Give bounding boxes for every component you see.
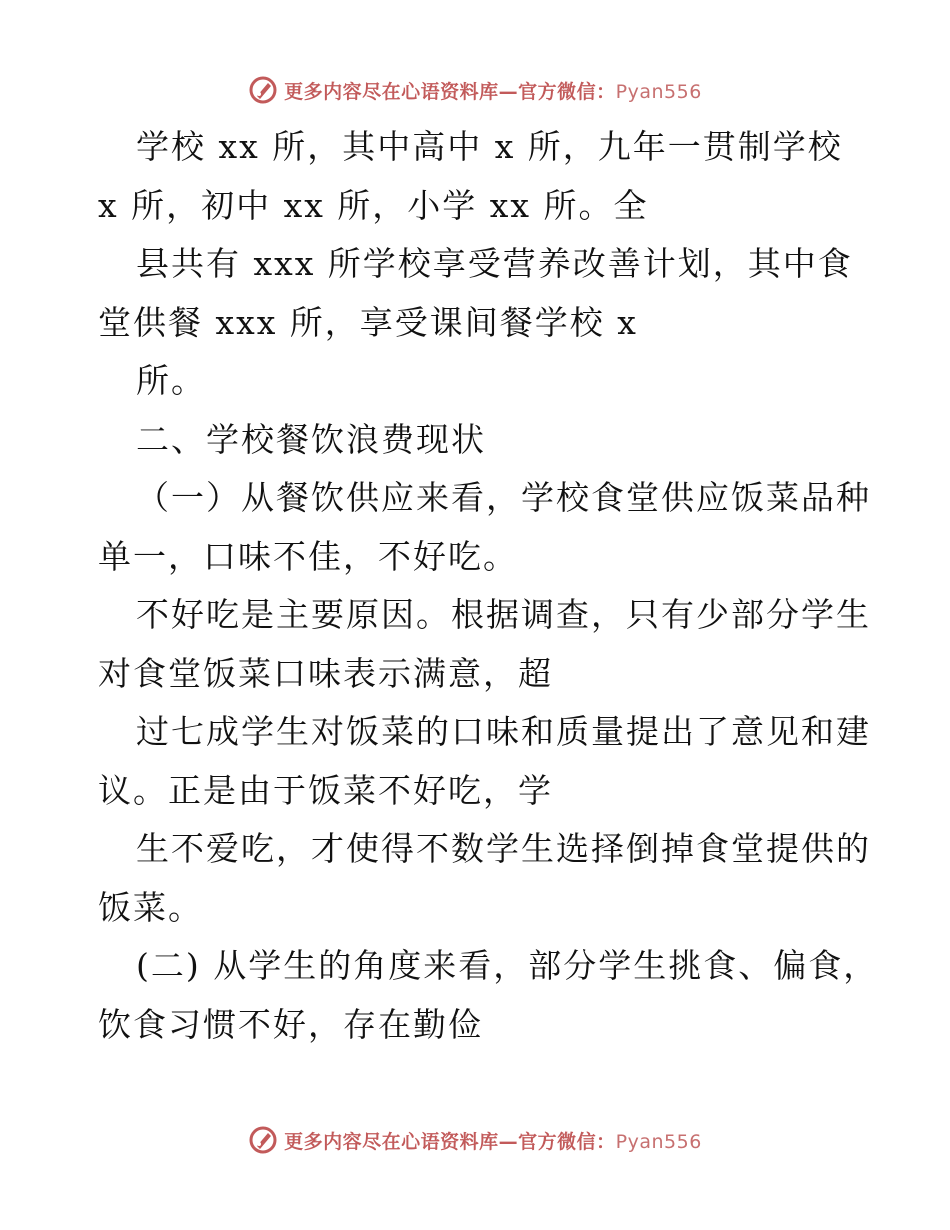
body-line: 对食堂饭菜口味表示满意，超 [98, 653, 553, 693]
watermark-text: 更多内容尽在心语资料库—官方微信：Pyan556 [284, 80, 702, 103]
body-line: 县共有 xxx 所学校享受营养改善计划，其中食 [136, 244, 853, 283]
footer-watermark [0, 1118, 950, 1162]
body-line: 生不爱吃，才使得不数学生选择倒掉食堂提供的 [136, 829, 871, 868]
body-line: 单一，口味不佳，不好吃。 [98, 536, 518, 576]
subsection-heading: (二) 从学生的角度来看，部分学生挑食、偏食， [136, 946, 879, 985]
body-line: 不好吃是主要原因。根据调查，只有少部分学生 [136, 595, 871, 634]
section-heading: 二、学校餐饮浪费现状 [136, 419, 486, 459]
pen-logo-icon [248, 1125, 278, 1155]
body-line: 议。正是由于饭菜不好吃，学 [98, 770, 553, 810]
body-line: 所。 [136, 361, 206, 400]
document-body [98, 118, 879, 1054]
subsection-heading: （一）从餐饮供应来看，学校食堂供应饭菜品种 [136, 478, 871, 517]
body-line: 学校 xx 所，其中高中 x 所，九年一贯制学校 [136, 127, 843, 166]
body-line: 过七成学生对饭菜的口味和质量提出了意见和建 [136, 712, 871, 751]
watermark-account: Pyan556 [615, 80, 702, 103]
watermark-account: Pyan556 [615, 1130, 702, 1153]
watermark-text: 更多内容尽在心语资料库—官方微信：Pyan556 [284, 1130, 702, 1153]
body-line: 堂供餐 xxx 所，享受课间餐学校 x [98, 302, 638, 342]
pen-logo-icon [248, 75, 278, 105]
body-line: 饭菜。 [98, 887, 203, 927]
body-line: 饮食习惯不好，存在勤俭 [98, 1004, 483, 1044]
body-line: x 所，初中 xx 所，小学 xx 所。全 [98, 185, 649, 225]
header-watermark [0, 68, 950, 112]
